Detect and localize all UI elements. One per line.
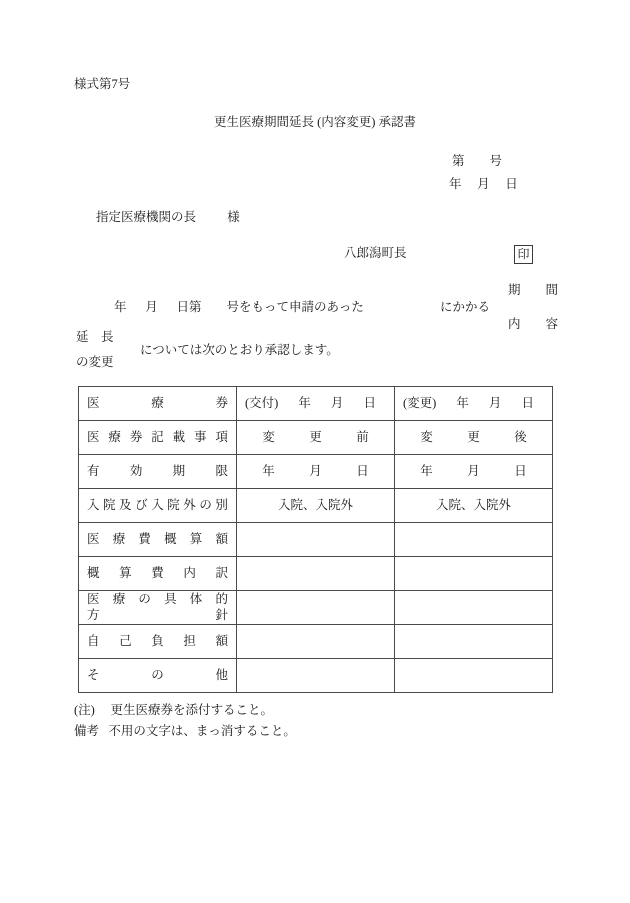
table-row: [79, 387, 553, 421]
cell-before-change[interactable]: [237, 625, 395, 659]
seal-stamp-box: 印: [514, 245, 533, 264]
cell-before-change[interactable]: [237, 659, 395, 693]
body-application-line: 年 月 日第 号をもって申請のあった: [114, 300, 364, 314]
cell-after-change[interactable]: [395, 489, 553, 523]
row-label: [79, 625, 237, 659]
cell-before-change[interactable]: [237, 591, 395, 625]
cell-before-change[interactable]: [237, 489, 395, 523]
cell-value: 変 更 前: [262, 429, 369, 444]
row-label: [79, 489, 237, 523]
label-change: の変更: [76, 355, 114, 369]
label-extension: 延 長: [76, 330, 114, 344]
row-label: [79, 523, 237, 557]
note-remarks: 備考 不用の文字は、まっ消すること。: [74, 724, 296, 738]
document-date-line: 年 月 日: [449, 177, 518, 191]
table-row: [79, 659, 553, 693]
table-row: [79, 557, 553, 591]
table-row: [79, 591, 553, 625]
justified-text: 入 院 及 び 入 院 外 の 別: [87, 497, 228, 512]
row-label: [79, 455, 237, 489]
table-row: [79, 625, 553, 659]
table-row: [79, 489, 553, 523]
label-period: 期 間: [508, 283, 559, 297]
row-label: [79, 591, 237, 625]
cell-value: 入院、入院外: [277, 497, 353, 512]
cell-after-change[interactable]: [395, 591, 553, 625]
body-kakaru: にかかる: [440, 300, 491, 314]
justified-text: 方 針: [87, 607, 228, 622]
cell-after-change[interactable]: [395, 557, 553, 591]
cell-before-change[interactable]: [237, 557, 395, 591]
cell-before-change[interactable]: [237, 523, 395, 557]
justified-text: 医 療 券: [87, 395, 228, 410]
cell-value: (変更) 年 月 日: [403, 395, 534, 410]
cell-before-change[interactable]: [237, 387, 395, 421]
cell-value: 年 月 日: [262, 463, 369, 478]
table-row: [79, 523, 553, 557]
row-label: [79, 421, 237, 455]
body-approval-line: については次のとおり承認します。: [140, 343, 339, 357]
justified-text: 有 効 期 限: [87, 463, 228, 478]
note-attachment: (注) 更生医療券を添付すること。: [74, 703, 273, 717]
cell-value: 変 更 後: [420, 429, 527, 444]
issuer-name: 八郎潟町長: [344, 246, 407, 260]
cell-after-change[interactable]: [395, 625, 553, 659]
row-label: [79, 387, 237, 421]
cell-after-change[interactable]: [395, 421, 553, 455]
addressee-line: 指定医療機関の長 様: [96, 210, 240, 224]
page-title: 更生医療期間延長 (内容変更) 承認書: [213, 115, 417, 129]
approval-detail-table: [78, 386, 553, 693]
cell-after-change[interactable]: [395, 659, 553, 693]
cell-value: 年 月 日: [420, 463, 527, 478]
justified-text: 自 己 負 担 額: [87, 633, 228, 648]
cell-value: 入院、入院外: [435, 497, 511, 512]
row-label: [79, 659, 237, 693]
form-number: 様式第7号: [74, 77, 131, 91]
cell-value: (交付) 年 月 日: [245, 395, 376, 410]
cell-after-change[interactable]: [395, 523, 553, 557]
row-label: [79, 557, 237, 591]
document-number-line: 第 号: [452, 154, 503, 168]
cell-before-change[interactable]: [237, 421, 395, 455]
justified-text: 医 療 の 具 体 的: [87, 591, 228, 606]
table-body: [79, 387, 553, 693]
table-row: [79, 421, 553, 455]
cell-before-change[interactable]: [237, 455, 395, 489]
justified-text: 医 療 券 記 載 事 項: [87, 429, 228, 444]
justified-text: 概 算 費 内 訳: [87, 565, 228, 580]
justified-text: そ の 他: [87, 667, 228, 682]
cell-after-change[interactable]: [395, 387, 553, 421]
cell-after-change[interactable]: [395, 455, 553, 489]
justified-text: 医 療 費 概 算 額: [87, 531, 228, 546]
table-row: [79, 455, 553, 489]
label-content: 内 容: [508, 317, 559, 331]
